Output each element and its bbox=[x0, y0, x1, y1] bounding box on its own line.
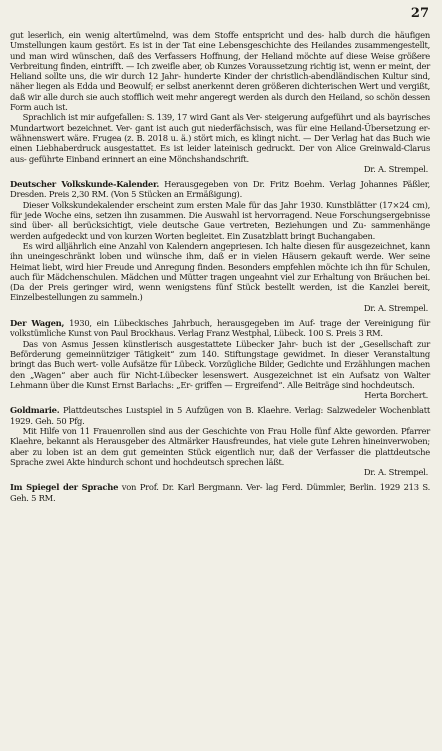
review3-signature: Herta Borchert. bbox=[364, 390, 428, 401]
review3-paragraph2: Das von Asmus Jessen künstlerisch ausgestattete Lübecker Jahr- buch ist der „Gesellschaft zur Beförderung gemeinnütziger Tätigkeit“ zum 140. Stiftungstage gewidmet. In dieser Veranstaltung bringt das Buch wert- volle Aufsätze für Lübeck. Vorzügliche Bilder, Gedichte und Erzählungen machen den „Wagen“ aber auch für Nicht-Lübecker lesenswert. Ausgezeichnet ist ein Aufsatz von Walter Lehmann über die Kunst Ernst Barlachs: „Er- griffen — Ergreifend“. Alle Beiträge sind hochdeutsch. bbox=[10, 338, 430, 390]
review2-heading bbox=[10, 179, 430, 200]
review5-heading bbox=[10, 482, 430, 503]
review3-title: Der Wagen, bbox=[10, 318, 65, 329]
review3-heading bbox=[10, 318, 430, 339]
review5-citation: von Prof. Dr. Karl Bergmann. Ver- lag Ferd. Dümmler, Berlin. 1929 213 S. Geh. 5 RM. bbox=[10, 482, 430, 503]
review2-title: Deutscher Volkskunde-Kalender. bbox=[10, 179, 160, 190]
review2-citation: Herausgegeben von Dr. Fritz Boehm. Verlag Johannes Päßler, Dresden. Preis 2,30 RM. (Von 5 Stücken an Ermäßigung). bbox=[10, 179, 430, 200]
review4-heading bbox=[10, 405, 430, 426]
review4-citation: Plattdeutsches Lustspiel in 5 Aufzügen von B. Klaehre. Verlag: Salzwedeler Wochenblatt 1929. Geh. 50 Pfg. bbox=[10, 405, 430, 426]
review4-paragraph2: Mit Hilfe von 11 Frauenrollen sind aus der Geschichte von Frau Holle fünf Akte geworden. Pfarrer Klaehre, bekannt als Herausgeber des Altmärker Hausfreundes, hat viele gute Lehren hineinverwoben; aber zu loben ist an dem gut gemeinten Stück eigentlich nur, daß der Verfasser die plattdeutsche Sprache zwei Akte hindurch schont und hochdeutsch sprechen läßt. bbox=[10, 425, 430, 467]
review3-citation: 1930, ein Lübeckisches Jahrbuch, herausgegeben im Auf- trage der Vereinigung für volkstümliche Kunst von Paul Brockhaus. Verlag Franz Westphal, Lübeck. 100 S. Preis 3 RM. bbox=[10, 318, 430, 339]
review4-signature: Dr. A. Strempel. bbox=[363, 467, 428, 478]
page-number: 27 bbox=[410, 6, 429, 21]
review2-paragraph2: Dieser Volkskundekalender erscheint zum ersten Male für das Jahr 1930. Kunstblätter (17×24 cm), für jede Woche eins, setzen ihn zusammen. Die Auswahl ist hervorragend. Neue Forschungsergebnisse sind über- all berücksichtigt, viele deutsche Gaue vertreten, Beziehungen und Zu- sammenhänge werden aufgedeckt und von kurzen Worten begleitet. Ein Zusatzblatt bringt Buchangaben. bbox=[10, 199, 430, 241]
review2-signature: Dr. A. Strempel. bbox=[363, 302, 428, 313]
review4-title: Goldmarie. bbox=[10, 405, 60, 416]
review1-paragraph1: gut leserlich, ein wenig altertümelnd, was dem Stoffe entspricht und des- halb durch die häufigen Umstellungen kaum gestört. Es ist in der Tat eine Lebensgeschichte des Heilandes zusammengestellt, und man wird wünschen, daß des Verfassers Hoffnung, der Heliand möchte auf diese Weise größere Verbreitung finden, eintrifft. — Ich zweifle aber, ob Kunzes Voraussetzung richtig ist, wenn er meint, der Heliand sollte uns, die wir durch 12 Jahr- hunderte Kinder der christlich-abendländischen Kultur sind, näher liegen als Edda und Beowulf; er selbst anerkennt deren größeren dichterischen Wert und vergißt, daß wir alle durch sie auch stofflich weit mehr angeregt werden als durch den Heiland, so schön dessen Form auch ist. bbox=[10, 30, 430, 113]
review5-title: Im Spiegel der Sprache bbox=[10, 482, 119, 493]
page-body bbox=[10, 30, 430, 503]
review2-paragraph3: Es wird alljährlich eine Anzahl von Kalendern angepriesen. Ich halte diesen für ausgezeichnet, kann ihn uneingeschränkt loben und wünsche ihm, daß er in vielen Häusern gekauft werde. Wer seine Heimat liebt, wird hier Freude und Anregung finden. Besonders empfehlen möchte ich ihn für Schulen, auch für Mädchenschulen. Mädchen und Mütter tragen ungeahnt viel zur Erhaltung von Bräuchen bei. (Da der Preis geringer wird, wenn wenigstens fünf Stück bestellt werden, ist die Kanzlei bereit, Einzelbestellungen zu sammeln.) bbox=[10, 240, 430, 303]
review1-paragraph2: Sprachlich ist mir aufgefallen: S. 139, 17 wird Gant als Ver- steigerung aufgeführt und als bayrisches Mundartwort bezeichnet. Ver- gant ist auch gut niederfächsisch, was für eine Heiland-Übersetzung er- wähnenswert wäre. Frugea (z. B. 2018 u. ä.) stört mich, es klingt nicht. — Der Verlag hat das Buch wie einen Liebhaberdruck ausgestattet. Es ist leider lateinisch gedruckt. Der von Alice Greinwald-Clarus aus- geführte Einband erinnert an eine Mönchshandschrift. bbox=[10, 112, 430, 164]
review1-signature: Dr. A. Strempel. bbox=[363, 163, 428, 174]
